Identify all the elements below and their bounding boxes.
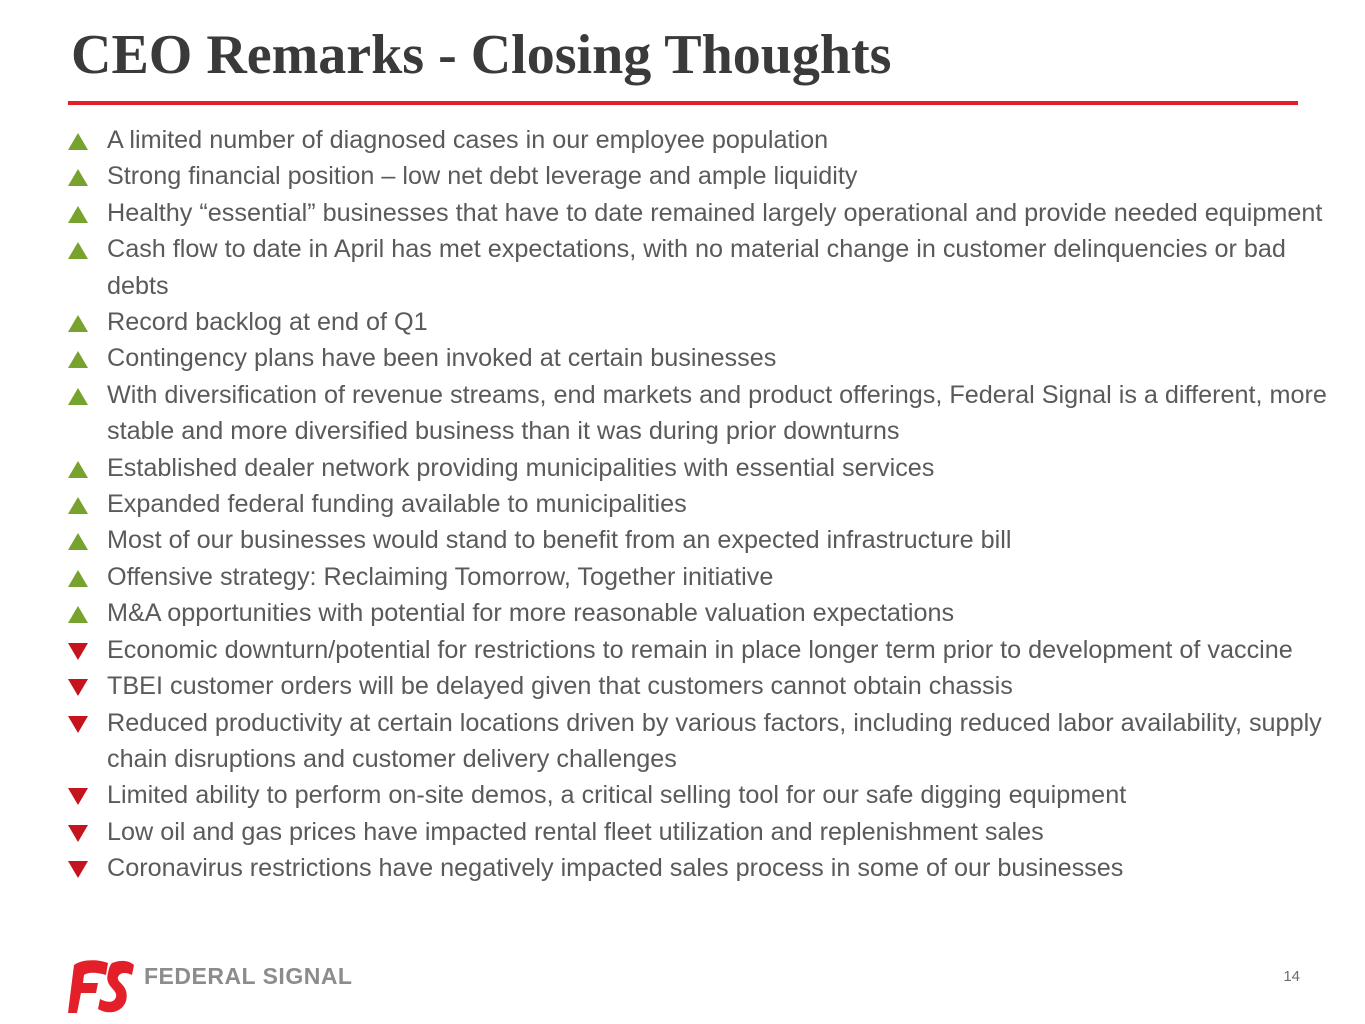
- page-number: 14: [1283, 968, 1300, 985]
- bullet-text: Strong financial position – low net debt leverage and ample liquidity: [107, 162, 858, 191]
- bullet-text: Economic downturn/potential for restrictions to remain in place longer term prior to development of vaccine: [107, 635, 1293, 664]
- triangle-up-icon: [68, 169, 88, 186]
- bullet-item: [66, 340, 1344, 376]
- bullet-text: Contingency plans have been invoked at certain businesses: [107, 344, 777, 373]
- bullet-item: [66, 304, 1344, 340]
- bullet-item: [66, 122, 1344, 158]
- bullet-item: [66, 486, 1344, 522]
- bullet-list: [66, 122, 1344, 887]
- triangle-up-icon: [68, 388, 88, 405]
- triangle-up-icon: [68, 315, 88, 332]
- triangle-down-icon: [68, 825, 88, 842]
- triangle-up-icon: [68, 351, 88, 368]
- federal-signal-logo-icon: [68, 957, 134, 1013]
- bullet-item: [66, 595, 1344, 631]
- bullet-text: Cash flow to date in April has met expectations, with no material change in customer delinquencies or bad debts: [107, 235, 1286, 300]
- triangle-down-icon: [68, 643, 88, 660]
- triangle-down-icon: [68, 861, 88, 878]
- bullet-text: M&A opportunities with potential for more reasonable valuation expectations: [107, 599, 955, 628]
- bullet-text: Reduced productivity at certain locations driven by various factors, including reduced labor availability, supply chain disruptions and customer delivery challenges: [107, 708, 1322, 773]
- bullet-text: Healthy “essential” businesses that have to date remained largely operational and provide needed equipment: [107, 198, 1323, 227]
- company-logo: [68, 957, 358, 1013]
- triangle-up-icon: [68, 606, 88, 623]
- bullet-text: Expanded federal funding available to municipalities: [107, 490, 687, 519]
- triangle-up-icon: [68, 533, 88, 550]
- bullet-item: [66, 559, 1344, 595]
- triangle-up-icon: [68, 570, 88, 587]
- triangle-up-icon: [68, 497, 88, 514]
- bullet-item: [66, 850, 1344, 886]
- bullet-text: Coronavirus restrictions have negatively impacted sales process in some of our businesses: [107, 854, 1124, 883]
- bullet-item: [66, 668, 1344, 704]
- bullet-text: TBEI customer orders will be delayed given that customers cannot obtain chassis: [107, 672, 1013, 701]
- triangle-up-icon: [68, 133, 88, 150]
- triangle-up-icon: [68, 242, 88, 259]
- bullet-item: [66, 450, 1344, 486]
- triangle-down-icon: [68, 679, 88, 696]
- bullet-text: Offensive strategy: Reclaiming Tomorrow, Together initiative: [107, 562, 774, 591]
- triangle-down-icon: [68, 716, 88, 733]
- triangle-up-icon: [68, 206, 88, 223]
- bullet-item: [66, 777, 1344, 813]
- bullet-text: With diversification of revenue streams, end markets and product offerings, Federal Signal is a different, more stable and more diversified business than it was during prior downturns: [107, 380, 1327, 446]
- bullet-item: [66, 231, 1344, 304]
- bullet-text: Established dealer network providing municipalities with essential services: [107, 453, 935, 482]
- page-title: CEO Remarks - Closing Thoughts: [71, 24, 892, 86]
- triangle-up-icon: [68, 461, 88, 478]
- bullet-item: [66, 377, 1344, 450]
- bullet-text: A limited number of diagnosed cases in our employee population: [107, 126, 829, 154]
- bullet-text: Limited ability to perform on-site demos, a critical selling tool for our safe digging equipment: [107, 781, 1127, 810]
- bullet-text: Low oil and gas prices have impacted rental fleet utilization and replenishment sales: [107, 817, 1044, 846]
- bullet-text: Most of our businesses would stand to benefit from an expected infrastructure bill: [107, 526, 1012, 555]
- bullet-text: Record backlog at end of Q1: [107, 308, 428, 337]
- bullet-item: [66, 195, 1344, 231]
- bullet-item: [66, 158, 1344, 194]
- triangle-down-icon: [68, 788, 88, 805]
- bullet-item: [66, 705, 1344, 778]
- bullet-item: [66, 522, 1344, 558]
- bullet-item: [66, 632, 1344, 668]
- logo-wordmark: FEDERAL SIGNAL: [144, 963, 353, 989]
- title-divider: [68, 101, 1298, 105]
- bullet-item: [66, 814, 1344, 850]
